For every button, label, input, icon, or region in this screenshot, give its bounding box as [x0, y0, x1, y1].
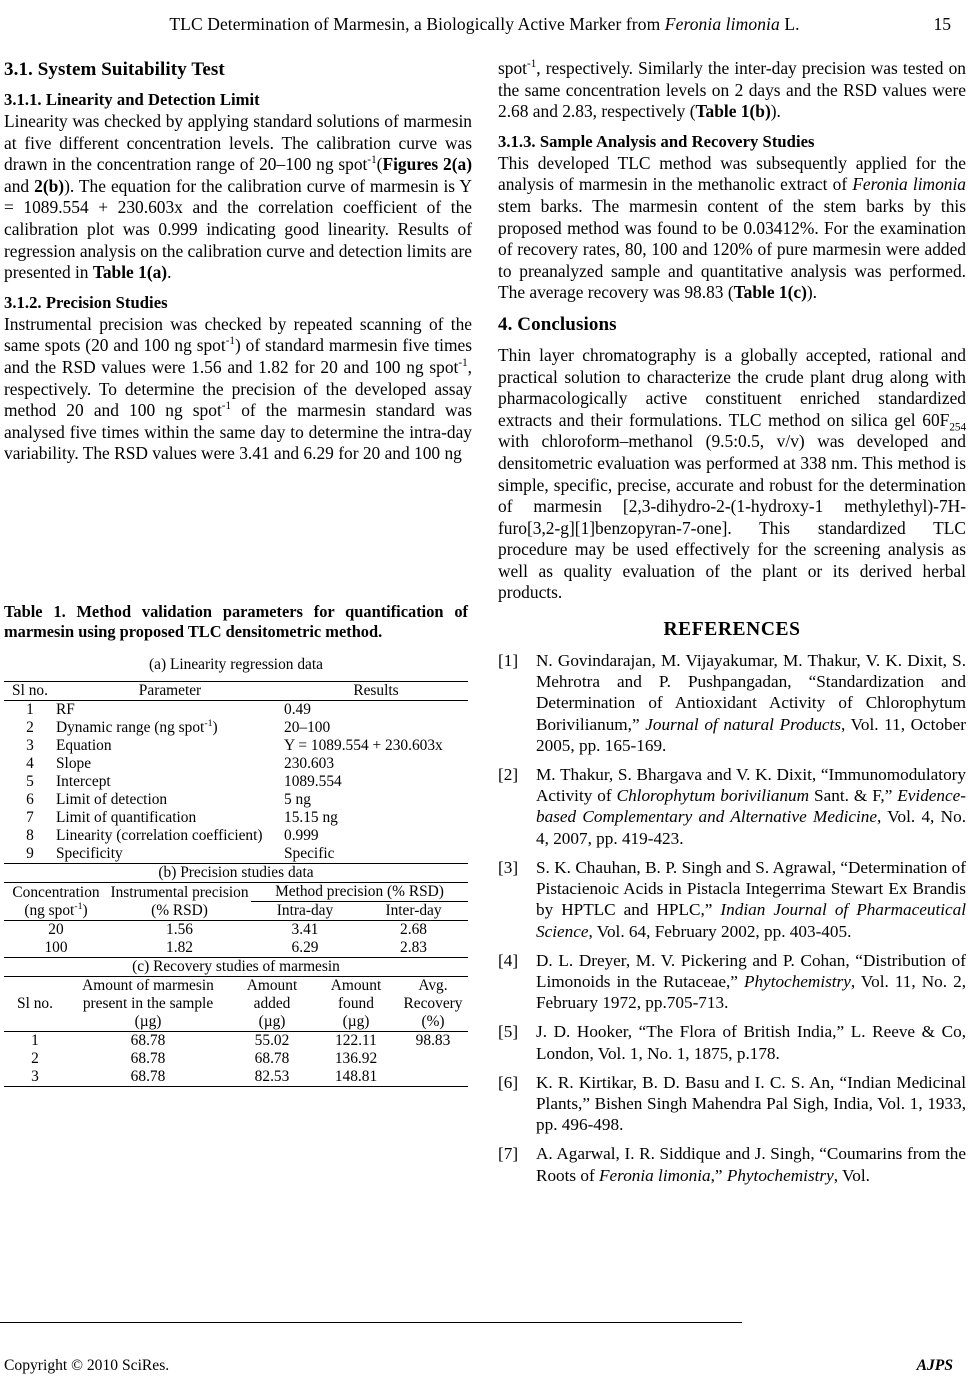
table-1a-cell-parameter: Equation	[56, 737, 112, 754]
linearity-text-5: .	[167, 262, 172, 283]
table-1b-header-instr-line2: (% RSD)	[151, 901, 208, 919]
table-1b-header-intra-day: Intra-day	[276, 902, 334, 919]
section-heading-4-conclusions: 4. Conclusions	[498, 313, 617, 335]
reference-italic-segment: Chlorophytum borivilianum	[616, 786, 810, 806]
subsection-heading-3-1-3: 3.1.3. Sample Analysis and Recovery Studies	[498, 131, 815, 151]
reference-text: A. Agarwal, I. R. Siddique and J. Singh, “Coumarins from the Roots of Feronia limonia,” Phytochemistry, Vol.	[536, 1144, 966, 1185]
table-row	[4, 939, 468, 957]
precision-sup-1: -1	[225, 335, 235, 348]
table-1b-header-conc-sup: -1	[74, 900, 83, 912]
reference-text: D. L. Dreyer, M. V. Pickering and P. Cohan, “Distribution of Limonoids in the Rutaceae,” Phytochemistry, Vol. 11, No. 2, February 1972, pp.705-713.	[536, 950, 966, 1013]
precision-text-2: ) of standard marmesin five times and the RSD values were 1.56 and 1.82 for 20 and 100 ng spot	[4, 335, 472, 377]
reference-number: [3]	[498, 857, 519, 877]
table-row	[4, 1032, 468, 1051]
linearity-text-4: ). The equation for the calibration curve of marmesin is Y = 1089.554 + 230.603x and the correlation coefficient of the calibration plot was 0.999 indicating good linearity. Results of regression analysis on the calibration curve and detection limits are presented in	[4, 175, 472, 283]
table-1a-cell-slno: 8	[26, 827, 34, 844]
reference-italic-segment: Indian Journal of Pharmaceutical Science	[536, 900, 966, 941]
table-1b-cell-intra-day: 6.29	[291, 939, 319, 956]
table-1c-cell-slno: 2	[31, 1050, 39, 1067]
table-1a-cell-parameter: Limit of quantification	[56, 809, 197, 826]
table-row	[4, 921, 468, 940]
table-1c-body	[4, 1032, 468, 1087]
table-1c-present-line3: (µg)	[134, 1013, 162, 1030]
linearity-text-1: Linearity was checked by applying standard solutions of marmesin at five different concentration levels. The calibration curve was drawn in the concentration range of 20–100 ng spot	[4, 111, 472, 175]
table-row	[4, 719, 468, 737]
reference-number: [6]	[498, 1072, 519, 1092]
reference-item	[498, 764, 966, 849]
table-row	[4, 701, 468, 720]
table-1c-header-amount-present	[66, 977, 230, 1032]
reference-number: [4]	[498, 950, 519, 970]
reference-number: [7]	[498, 1144, 519, 1164]
reference-italic-segment: Evidence-based Complementary and Alternative Medicine	[536, 786, 966, 827]
table-1c-found-line1: Amount	[330, 977, 382, 994]
table-1a-cell-parameter: Linearity (correlation coefficient)	[56, 827, 263, 844]
paragraph-precision	[4, 314, 472, 465]
table-row	[4, 773, 468, 791]
table-row	[4, 845, 468, 863]
table-row	[4, 1068, 468, 1087]
table-1c-added-line3: (µg)	[258, 1013, 286, 1030]
running-head-title-pre: TLC Determination of Marmesin, a Biologically Active Marker from	[169, 14, 665, 34]
table-1c-cell-amount-added: 68.78	[254, 1050, 290, 1067]
reference-italic-segment: Journal of natural Products	[645, 714, 842, 734]
reference-text: K. R. Kirtikar, B. D. Basu and I. C. S. An, “Indian Medicinal Plants,” Bishen Singh Mahendra Pal Sigh, India, Vol. 1, 1933, pp. 496-498.	[536, 1072, 966, 1135]
running-head-species: Feronia limonia	[664, 14, 780, 34]
table-1b-header-instrumental	[108, 883, 251, 921]
page-number: 15	[933, 14, 951, 34]
table-row	[4, 755, 468, 773]
precision-text-3: , respectively. To determine the precision of the developed assay method 20 and 100 ng spot	[4, 356, 472, 421]
table-row	[4, 809, 468, 827]
table-1c-recov-line2: Recovery	[403, 995, 463, 1012]
reference-item	[498, 1021, 966, 1063]
table-1a-cell-slno: 4	[26, 755, 34, 772]
footer-copyright: Copyright © 2010 SciRes.	[4, 1357, 170, 1374]
linearity-text-3: and	[4, 175, 35, 196]
table-1c-cell-amount-found: 148.81	[334, 1068, 378, 1085]
reference-text: J. D. Hooker, “The Flora of British India,” L. Reeve & Co, London, Vol. 1, No. 1, 1875, p.178.	[536, 1022, 966, 1063]
reference-italic-segment: Phytochemistry	[726, 1165, 834, 1185]
table-1a-cell-parameter-sup: -1	[204, 717, 213, 729]
paragraph-linearity	[4, 111, 472, 284]
table-row	[4, 737, 468, 755]
table-1b-header-concentration	[4, 883, 108, 921]
table-1b-cell-inter-day: 2.68	[400, 921, 427, 938]
table-1a-cell-slno: 3	[26, 737, 34, 754]
cont-text-1: spot	[498, 58, 527, 78]
table-1b-header-conc-line1: Concentration	[12, 883, 100, 901]
precision-sup-2: -1	[458, 357, 468, 370]
table-1a-body	[4, 701, 468, 864]
table-1c	[4, 957, 468, 1087]
table-1a-cell-slno: 1	[26, 701, 34, 718]
table-1c-header-slno: Sl no.	[17, 995, 53, 1012]
conclusions-text-1: Thin layer chromatography is a globally accepted, rational and practical solution to characterize the crude plant drug along with pharmacologically active constituent enriched standardized extracts and their formulations. TLC method on silica gel 60F	[498, 344, 966, 430]
footer-journal-abbrev: AJPS	[916, 1357, 953, 1374]
table-1a-cell-result: 230.603	[284, 755, 335, 772]
sample-text-3: ).	[806, 282, 818, 303]
table-1-caption-line-1: Table 1. Method validation parameters for quantification of	[4, 602, 468, 621]
table-1a-cell-parameter: Slope	[56, 755, 92, 772]
table-1a-cell-result: Y = 1089.554 + 230.603x	[284, 737, 443, 754]
reference-number: [1]	[498, 651, 519, 671]
table-1c-header-avg-recovery	[398, 977, 468, 1032]
running-head	[0, 14, 969, 38]
table-1c-cell-amount-found: 122.11	[335, 1032, 377, 1049]
table-1a-subcaption: (a) Linearity regression data	[149, 656, 323, 673]
table-1c-cell-amount-present: 68.78	[130, 1050, 166, 1067]
sample-text-2: stem barks. The marmesin content of the stem barks by this proposed method was found to be 0.03412%. For the examination of recovery rates, 80, 100 and 120% of pure marmesin were added to preanalyzed sample and quantitative analysis was performed. The average recovery was 98.83 (	[498, 195, 966, 303]
reference-item	[498, 1143, 966, 1185]
table-1a-header-parameter: Parameter	[138, 682, 202, 699]
table-1a-cell-result: 0.999	[284, 827, 319, 844]
table-1a-cell-result: 5 ng	[284, 791, 311, 808]
table-1c-cell-amount-added: 82.53	[254, 1068, 290, 1085]
table-1b-body	[4, 921, 468, 958]
reference-italic-segment: Feronia limonia	[599, 1165, 711, 1185]
table-1c-recov-line1: Avg.	[418, 977, 448, 994]
sample-text-1: This developed TLC method was subsequently applied for the analysis of marmesin in the methanolic extract of	[498, 152, 966, 195]
left-column	[4, 58, 472, 465]
table-1a-cell-parameter: RF	[56, 701, 75, 718]
table-1a-cell-slno: 2	[26, 719, 34, 736]
table-1c-header-row	[4, 977, 468, 1032]
reference-italic-segment: Phytochemistry	[743, 971, 851, 991]
table-1b-cell-concentration: 100	[44, 939, 68, 956]
cont-sup-1: -1	[527, 58, 537, 71]
table-1-caption	[4, 602, 468, 641]
reference-item	[498, 950, 966, 1014]
table-ref-1a: Table 1(a)	[92, 262, 168, 283]
running-head-title-post: L.	[779, 14, 800, 34]
table-1c-header-amount-found	[314, 977, 398, 1032]
conclusions-text-2: with chloroform–methanol (9.5:0.5, v/v) was developed and densitometric evaluation was performed at 338 nm. This method is simple, specific, precise, accurate and robust for the determination of marmesin [2,3-dihydro-2-(1-hydroxy-1 methylethyl)-7H-furo[3,2-g][1]benzopyran-7-one]. This standardized TLC procedure may be used effectively for the screening analysis as well as quality evaluation of the plant or its derived herbal products.	[498, 431, 966, 603]
table-1b-cell-instrumental: 1.56	[166, 921, 193, 938]
table-row	[4, 1050, 468, 1068]
table-1a-cell-slno: 5	[26, 773, 34, 790]
reference-text: S. K. Chauhan, B. P. Singh and S. Agrawal, “Determination of Pistacienoic Acids in Pistacla Integerrima Stewart Ex Brandis by HPTLC and HPLC,” Indian Journal of Pharmaceutical Science, Vol. 64, February 2002, pp. 403-405.	[536, 857, 966, 941]
table-1c-cell-amount-present: 68.78	[130, 1068, 166, 1085]
table-1c-cell-avg-recovery	[398, 1050, 468, 1068]
table-1c-cell-amount-added: 55.02	[254, 1032, 290, 1049]
table-1c-added-line1: Amount	[246, 977, 298, 994]
paragraph-conclusions	[498, 345, 966, 604]
reference-item	[498, 650, 966, 756]
table-1a-cell-result: 1089.554	[284, 773, 342, 790]
table-ref-1b: Table 1(b)	[695, 101, 771, 122]
references-list	[498, 650, 966, 1186]
right-column	[498, 58, 966, 1194]
table-1a-cell-result: 0.49	[284, 701, 311, 718]
table-1b-header-conc-line3: )	[82, 901, 88, 919]
precision-sup-3: -1	[221, 400, 232, 413]
table-1c-added-line2: added	[253, 995, 291, 1012]
linearity-text-2: (	[376, 154, 383, 175]
conclusions-sub: 254	[949, 421, 966, 434]
sample-species: Feronia limonia	[852, 174, 967, 195]
table-1b-header-conc-line2: (ng spot	[24, 901, 75, 919]
cont-text-2: , respectively. Similarly the inter-day precision was tested on the same concentration levels on 2 days and the RSD values were 2.68 and 2.83, respectively (	[498, 58, 966, 122]
table-1b-subcaption-row	[4, 864, 468, 883]
paragraph-precision-continued	[498, 58, 966, 123]
table-1a	[4, 681, 468, 863]
table-1a-cell-result: Specific	[284, 845, 335, 862]
table-1b	[4, 863, 468, 957]
reference-text: N. Govindarajan, M. Vijayakumar, M. Thakur, V. K. Dixit, S. Mehrotra and P. Pushpangadan, “Standardization and Determination of Antioxidant Activity of Chlorophytum Borivilianum,” Journal of natural Products, Vol. 11, October 2005, pp. 165-169.	[536, 651, 966, 755]
table-1a-cell-result: 20–100	[284, 719, 331, 736]
cont-text-3: ).	[770, 101, 781, 122]
table-1b-header-inter-day: Inter-day	[385, 902, 442, 919]
table-1c-cell-amount-present: 68.78	[130, 1032, 166, 1049]
reference-item	[498, 1072, 966, 1136]
running-head-title	[0, 14, 969, 34]
subsection-heading-3-1-1: 3.1.1. Linearity and Detection Limit	[4, 90, 260, 109]
table-1a-cell-parameter: Specificity	[56, 845, 123, 862]
table-1-block	[4, 602, 468, 1087]
table-row	[4, 791, 468, 809]
figure-ref-2b: 2(b)	[34, 175, 65, 196]
table-row	[4, 827, 468, 845]
table-1c-cell-avg-recovery	[398, 1068, 468, 1087]
table-1a-cell-parameter: Limit of detection	[56, 791, 168, 808]
section-heading-3-1: 3.1. System Suitability Test	[4, 59, 225, 80]
footer-rule	[0, 1322, 742, 1323]
table-1b-cell-concentration: 20	[48, 921, 64, 938]
table-1c-recov-line3: (%)	[421, 1013, 445, 1030]
table-1a-cell-slno: 6	[26, 791, 34, 808]
precision-text-4: of the marmesin standard was analysed five times within the same day to determine the intra-day variability. The RSD values were 3.41 and 6.29 for 20 and 100 ng	[4, 400, 473, 464]
subsection-heading-3-1-2: 3.1.2. Precision Studies	[4, 292, 168, 312]
table-1a-header-row	[4, 682, 468, 701]
table-1c-present-line1: Amount of marmesin	[82, 977, 214, 994]
table-1b-cell-intra-day: 3.41	[291, 921, 319, 938]
table-1a-cell-parameter: Intercept	[56, 773, 111, 790]
reference-text: M. Thakur, S. Bhargava and V. K. Dixit, “Immunomodulatory Activity of Chlorophytum borivilianum Sant. & F,” Evidence-based Complementary and Alternative Medicine, Vol. 4, No. 4, 2007, pp. 419-423.	[536, 765, 966, 848]
table-1-caption-line-2: marmesin using proposed TLC densitometric method.	[4, 621, 383, 641]
table-1c-cell-avg-recovery: 98.83	[415, 1032, 451, 1049]
table-1c-found-line3: (µg)	[342, 1013, 370, 1030]
table-1a-header-slno: Sl no.	[12, 682, 48, 699]
reference-number: [5]	[498, 1022, 519, 1042]
references-heading: REFERENCES	[663, 619, 801, 641]
table-1c-present-line2: present in the sample	[82, 995, 214, 1012]
table-1c-cell-slno: 1	[31, 1032, 39, 1049]
reference-number: [2]	[498, 765, 519, 785]
page-footer	[4, 1356, 965, 1375]
table-1b-header-row-1	[4, 883, 468, 902]
figure-ref-2a: Figures 2(a)	[382, 154, 472, 175]
table-1a-header-results: Results	[353, 682, 399, 699]
table-1b-cell-inter-day: 2.83	[400, 939, 427, 956]
table-1b-subcaption: (b) Precision studies data	[4, 864, 468, 883]
table-1c-subcaption: (c) Recovery studies of marmesin	[4, 958, 468, 977]
linearity-sup-1: -1	[367, 154, 377, 167]
table-1c-cell-amount-found: 136.92	[334, 1050, 378, 1067]
table-ref-1c: Table 1(c)	[733, 282, 807, 303]
table-1a-cell-result: 15.15 ng	[284, 809, 338, 826]
table-1a-cell-parameter: Dynamic range (ng spot$^{-1}$)	[56, 717, 218, 736]
reference-item	[498, 857, 966, 942]
table-1a-cell-slno: 9	[26, 845, 34, 862]
table-1b-header-instr-line1: Instrumental precision	[110, 883, 249, 901]
paragraph-sample-analysis	[498, 153, 966, 304]
table-1c-found-line2: found	[338, 995, 374, 1012]
table-1c-header-amount-added	[230, 977, 314, 1032]
table-1c-cell-slno: 3	[31, 1068, 39, 1085]
table-1c-subcaption-row	[4, 958, 468, 977]
table-1b-header-method-precision: Method precision (% RSD)	[251, 883, 468, 902]
table-1b-cell-instrumental: 1.82	[166, 939, 193, 956]
table-1a-cell-slno: 7	[26, 809, 34, 826]
precision-text-1: Instrumental precision was checked by repeated scanning of the same spots (20 and 100 ng spot	[4, 313, 472, 356]
